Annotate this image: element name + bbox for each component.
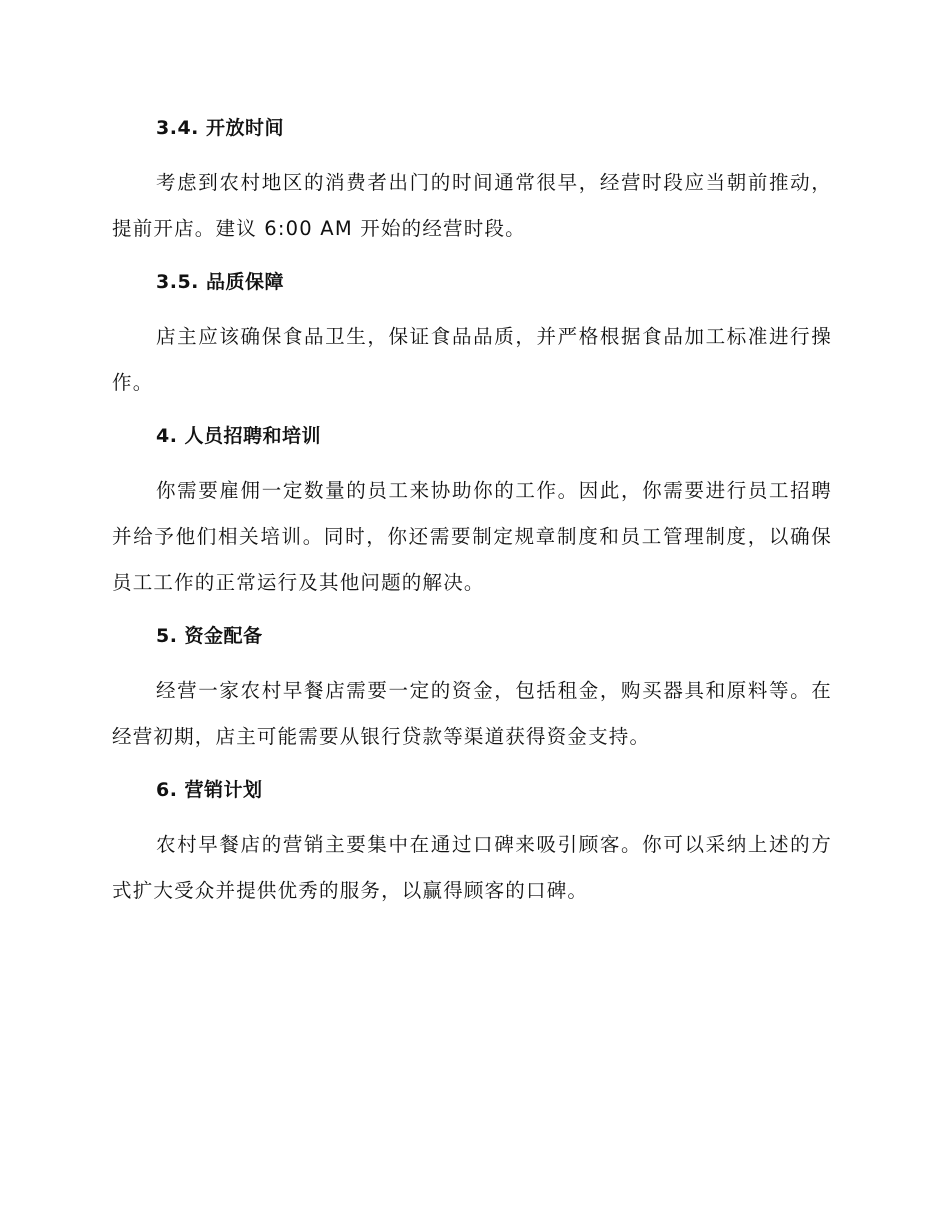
section-heading-funding: 5. 资金配备: [156, 625, 263, 647]
section-paragraph-quality-assurance: 店主应该确保食品卫生，保证食品品质，并严格根据食品加工标准进行操作。: [112, 325, 832, 394]
section-heading-recruitment-training: 4. 人员招聘和培训: [156, 425, 322, 447]
section-paragraph-funding: 经营一家农村早餐店需要一定的资金，包括租金，购买器具和原料等。在经营初期，店主可能需要从银行贷款等渠道获得资金支持。: [112, 679, 832, 748]
section-heading-opening-hours: 3.4. 开放时间: [156, 117, 284, 139]
section-paragraph-marketing-plan: 农村早餐店的营销主要集中在通过口碑来吸引顾客。你可以采纳上述的方式扩大受众并提供优秀的服务，以赢得顾客的口碑。: [112, 833, 832, 902]
section-heading-marketing-plan: 6. 营销计划: [156, 779, 263, 801]
section-paragraph-recruitment-training: 你需要雇佣一定数量的员工来协助你的工作。因此，你需要进行员工招聘并给予他们相关培训。同时，你还需要制定规章制度和员工管理制度，以确保员工工作的正常运行及其他问题的解决。: [112, 479, 832, 594]
section-heading-quality-assurance: 3.5. 品质保障: [156, 271, 284, 293]
document-body: [112, 112, 832, 914]
section-paragraph-opening-hours: 考虑到农村地区的消费者出门的时间通常很早，经营时段应当朝前推动，提前开店。建议 6:00 AM 开始的经营时段。: [112, 171, 832, 240]
